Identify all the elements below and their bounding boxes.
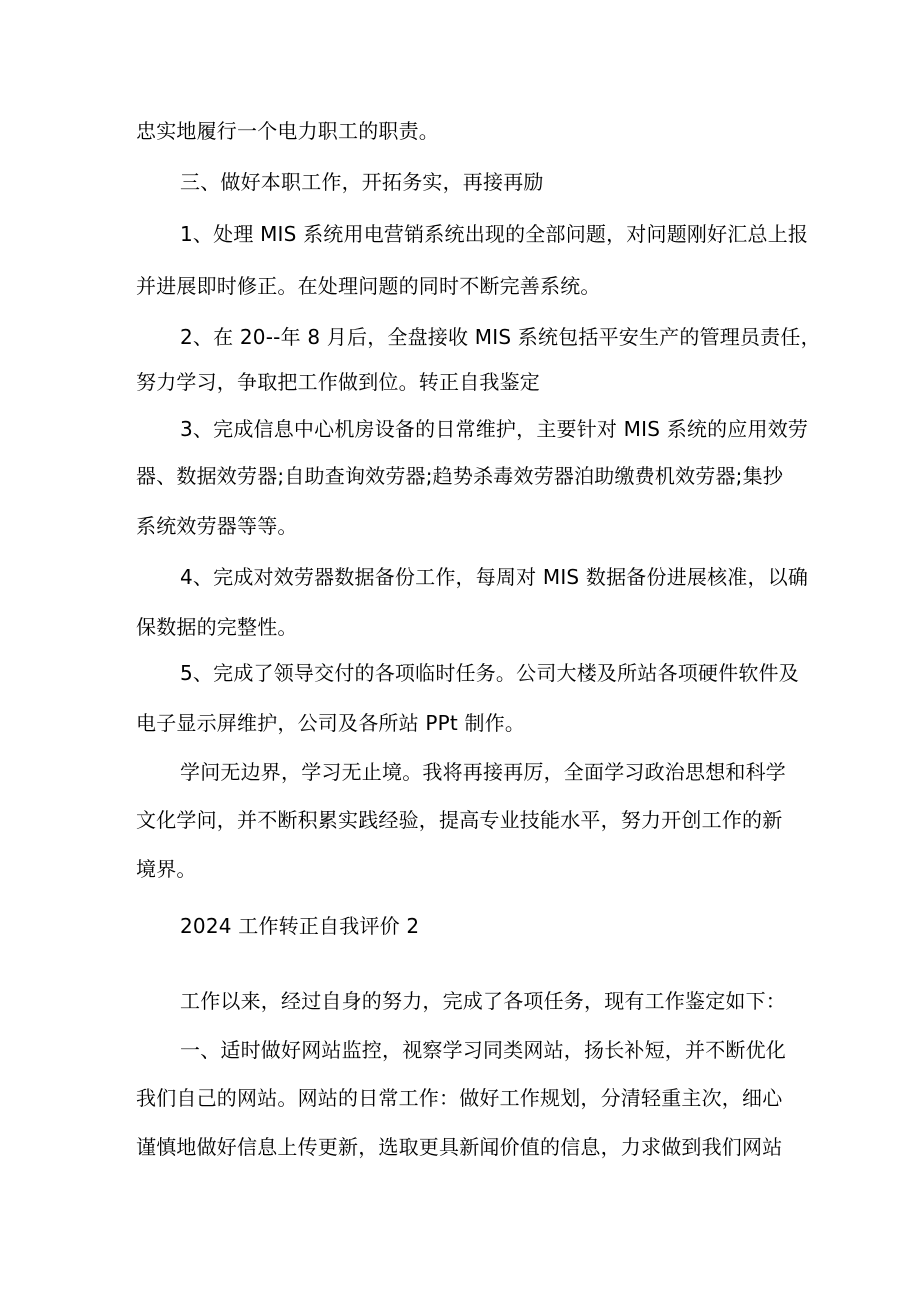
- list-item-line: 4、完成对效劳器数据备份工作，每周对 MIS 数据备份进展核准，以确: [180, 565, 809, 589]
- text-line: 保数据的完整性。: [136, 615, 298, 639]
- list-item-line: 1、处理 MIS 系统用电营销系统出现的全部问题，对问题刚好汇总上报: [180, 222, 809, 246]
- paragraph-line: 学问无边界，学习无止境。我将再接再厉，全面学习政治思想和科学: [180, 760, 786, 784]
- section-heading: 三、做好本职工作，开拓务实，再接再励: [180, 170, 544, 194]
- text-line: 忠实地履行一个电力职工的职责。: [136, 119, 439, 143]
- text-line: 系统效劳器等等。: [136, 514, 298, 538]
- text-line: 器、数据效劳器;自助查询效劳器;趋势杀毒效劳器泊助缴费机效劳器;集抄: [136, 464, 784, 488]
- text-line: 我们自己的网站。网站的日常工作：做好工作规划，分清轻重主次，细心: [136, 1086, 783, 1110]
- section-title: 2024 工作转正自我评价 2: [180, 914, 420, 938]
- paragraph-line: 工作以来，经过自身的努力，完成了各项任务，现有工作鉴定如下：: [180, 989, 786, 1013]
- list-item-line: 2、在 20--年 8 月后，全盘接收 MIS 系统包括平安生产的管理员责任，: [180, 325, 821, 349]
- text-line: 电子显示屏维护，公司及各所站 PPt 制作。: [136, 711, 526, 735]
- text-line: 努力学习，争取把工作做到位。转正自我鉴定: [136, 370, 540, 394]
- paragraph-line: 一、适时做好网站监控，视察学习同类网站，扬长补短，并不断优化: [180, 1038, 786, 1062]
- list-item-line: 5、完成了领导交付的各项临时任务。公司大楼及所站各项硬件软件及: [180, 661, 799, 685]
- text-line: 境界。: [136, 857, 197, 881]
- text-line: 并进展即时修正。在处理问题的同时不断完善系统。: [136, 274, 601, 298]
- text-line: 谨慎地做好信息上传更新，选取更具新闻价值的信息，力求做到我们网站: [136, 1135, 783, 1159]
- text-line: 文化学问，并不断积累实践经验，提高专业技能水平，努力开创工作的新: [136, 808, 783, 832]
- list-item-line: 3、完成信息中心机房设备的日常维护，主要针对 MIS 系统的应用效劳: [180, 417, 809, 441]
